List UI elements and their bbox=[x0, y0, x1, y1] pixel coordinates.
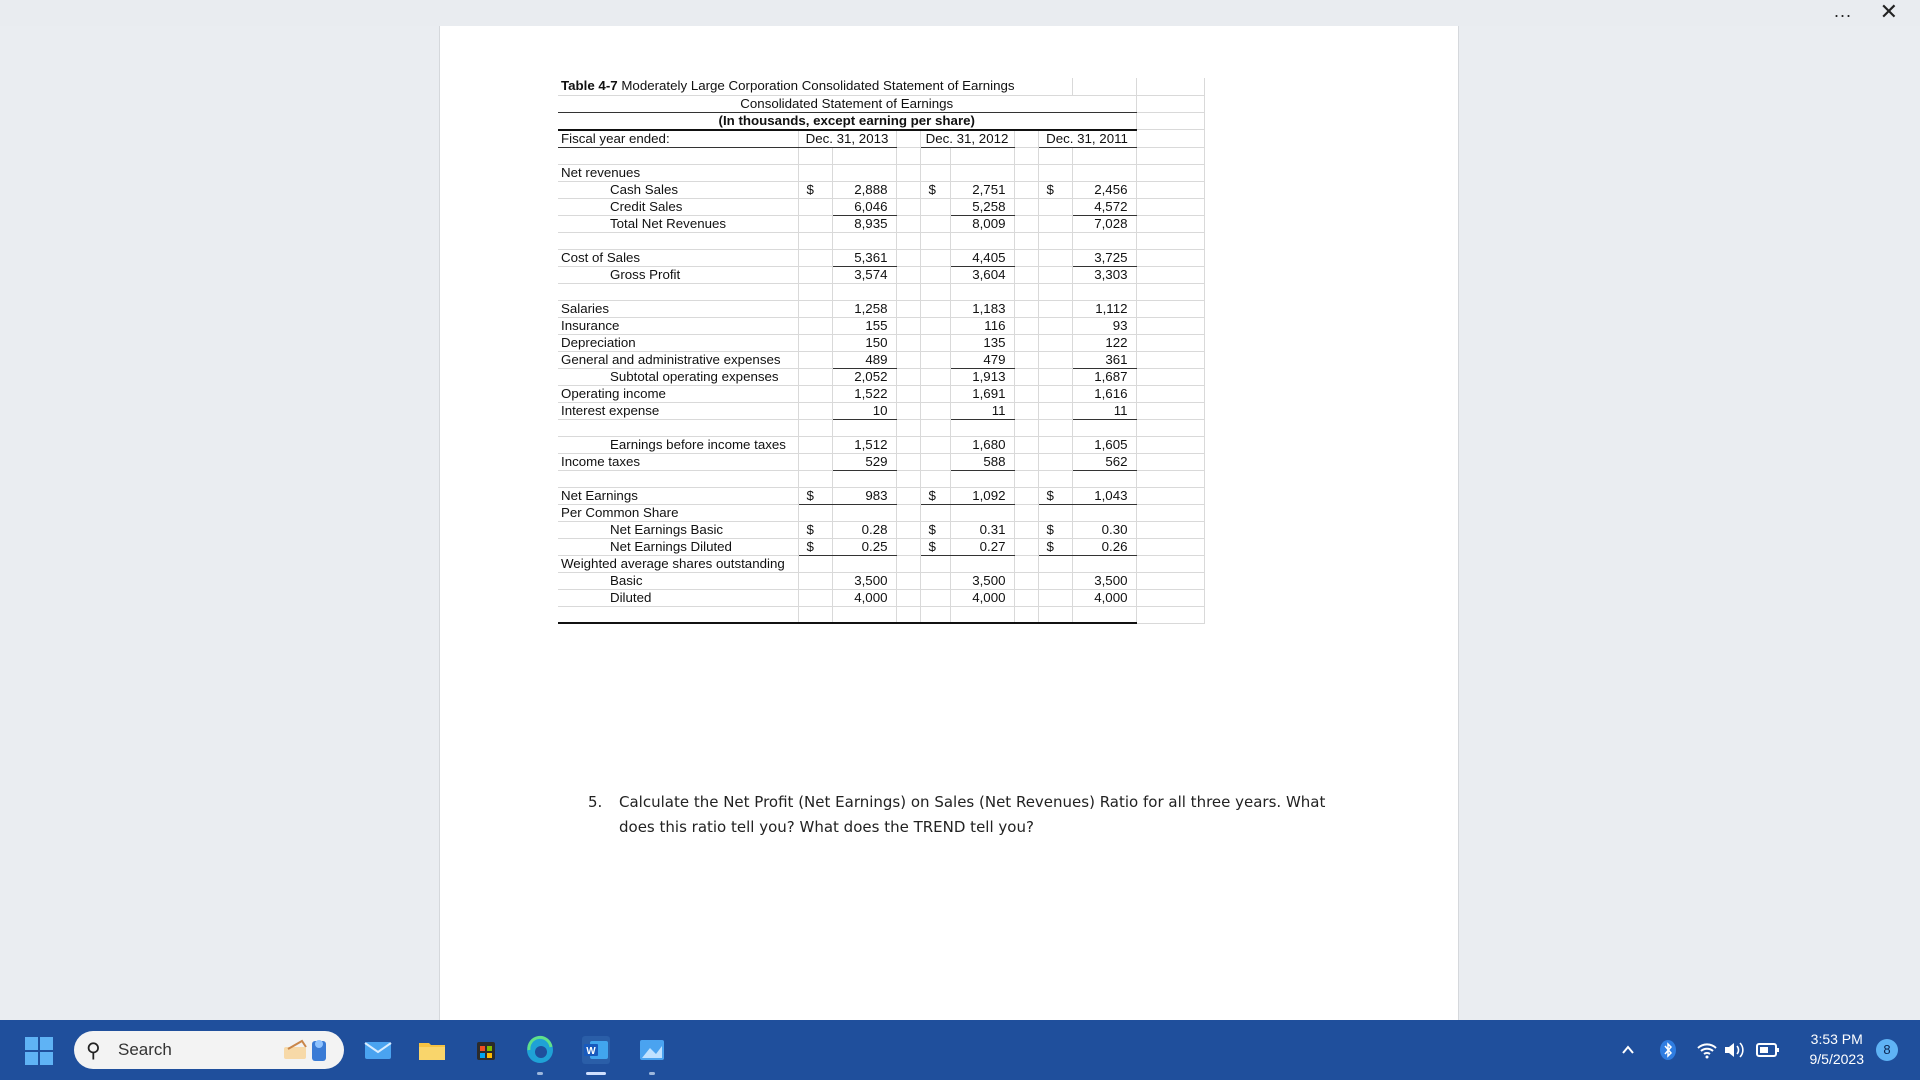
table-units: (In thousands, except earning per share) bbox=[558, 112, 1136, 130]
col-header-2013: Dec. 31, 2013 bbox=[798, 130, 896, 148]
cell-value: 2,456 bbox=[1072, 181, 1136, 198]
cell-value: 116 bbox=[950, 317, 1014, 334]
running-indicator bbox=[537, 1072, 543, 1075]
cell-value: 3,303 bbox=[1072, 266, 1136, 283]
subtitle-row bbox=[558, 95, 1204, 112]
cell-value: 2,751 bbox=[950, 181, 1014, 198]
table-row bbox=[558, 385, 1204, 402]
cell-value: 4,405 bbox=[950, 249, 1014, 266]
cell-value: 5,258 bbox=[950, 198, 1014, 215]
active-indicator bbox=[586, 1072, 606, 1075]
taskbar bbox=[0, 1020, 1920, 1080]
cell-value: 0.31 bbox=[950, 521, 1014, 538]
system-clock[interactable] bbox=[1810, 1029, 1865, 1069]
row-label: Insurance bbox=[558, 317, 798, 334]
word-icon[interactable] bbox=[580, 1034, 612, 1066]
cell-value: 3,500 bbox=[832, 572, 896, 589]
table-row: Cash Sales $ 2,888 $ 2,751 $ 2,456 bbox=[558, 181, 1204, 198]
row-label: Cash Sales bbox=[558, 181, 798, 198]
cell-value: 0.26 bbox=[1072, 538, 1136, 555]
table-title: Moderately Large Corporation Consolidated Statement of Earnings bbox=[617, 78, 1015, 94]
fiscal-year-label: Fiscal year ended: bbox=[558, 130, 798, 148]
cell-value: 1,522 bbox=[832, 385, 896, 402]
cell-value: 150 bbox=[832, 334, 896, 351]
mail-icon[interactable] bbox=[362, 1034, 394, 1066]
cell-value: 0.30 bbox=[1072, 521, 1136, 538]
table-row bbox=[558, 334, 1204, 351]
cell-value: 983 bbox=[832, 487, 896, 504]
wavg-label: Weighted average shares outstanding bbox=[558, 555, 798, 572]
row-label: Basic bbox=[558, 572, 798, 589]
statement-table-image bbox=[558, 78, 1205, 624]
table-row bbox=[558, 402, 1204, 419]
wifi-icon[interactable] bbox=[1696, 1040, 1718, 1060]
cell-value: 5,361 bbox=[832, 249, 896, 266]
file-explorer-icon[interactable] bbox=[416, 1034, 448, 1066]
question-5 bbox=[588, 790, 1348, 840]
edge-browser-icon[interactable] bbox=[524, 1034, 556, 1066]
cell-value: 3,604 bbox=[950, 266, 1014, 283]
table-title-bold: Table 4-7 bbox=[561, 78, 618, 94]
table-bottom-row bbox=[558, 606, 1204, 623]
row-label: Salaries bbox=[558, 300, 798, 317]
table-row bbox=[558, 453, 1204, 470]
cell-value: 1,092 bbox=[950, 487, 1014, 504]
table-row: Net Earnings Basic $ 0.28 $ 0.31 $ 0.30 bbox=[558, 521, 1204, 538]
table-row bbox=[558, 555, 1204, 572]
cell-value: 479 bbox=[950, 351, 1014, 368]
row-label: Gross Profit bbox=[558, 266, 798, 283]
cell-value: 4,000 bbox=[832, 589, 896, 606]
search-icon: ⚲ bbox=[86, 1040, 101, 1062]
per-share-label: Per Common Share bbox=[558, 504, 798, 521]
row-label: Earnings before income taxes bbox=[558, 436, 798, 453]
cell-value: 3,500 bbox=[950, 572, 1014, 589]
row-label: Income taxes bbox=[558, 453, 798, 470]
volume-icon[interactable] bbox=[1722, 1040, 1744, 1060]
cell-value: 6,046 bbox=[832, 198, 896, 215]
question-number: 5. bbox=[588, 793, 603, 811]
cell-value: 0.25 bbox=[832, 538, 896, 555]
table-row bbox=[558, 266, 1204, 283]
cell-value: 3,500 bbox=[1072, 572, 1136, 589]
notification-badge[interactable]: 8 bbox=[1876, 1039, 1898, 1061]
cell-value: 8,009 bbox=[950, 215, 1014, 232]
svg-text:W: W bbox=[586, 1046, 596, 1057]
cell-value: 4,572 bbox=[1072, 198, 1136, 215]
question-text: Calculate the Net Profit (Net Earnings) on Sales (Net Revenues) Ratio for all three years. What does this ratio tell you? What does the TREND tell you? bbox=[619, 793, 1326, 836]
close-button[interactable]: ✕ bbox=[1879, 0, 1898, 24]
cell-value: 2,888 bbox=[832, 181, 896, 198]
cell-value: 1,258 bbox=[832, 300, 896, 317]
cell-value: 11 bbox=[1072, 402, 1136, 419]
cell-value: 1,616 bbox=[1072, 385, 1136, 402]
cell-value: 0.27 bbox=[950, 538, 1014, 555]
cell-value: 93 bbox=[1072, 317, 1136, 334]
table-row bbox=[558, 198, 1204, 215]
bluetooth-icon[interactable] bbox=[1658, 1039, 1678, 1061]
units-row bbox=[558, 112, 1204, 130]
table-row bbox=[558, 215, 1204, 232]
windows-start-icon[interactable] bbox=[25, 1037, 53, 1065]
row-label: Net Earnings Diluted bbox=[558, 538, 798, 555]
cell-value: 7,028 bbox=[1072, 215, 1136, 232]
cell-value: 1,605 bbox=[1072, 436, 1136, 453]
col-header-2011: Dec. 31, 2011 bbox=[1038, 130, 1136, 148]
cell-value: 4,000 bbox=[1072, 589, 1136, 606]
col-header-2012: Dec. 31, 2012 bbox=[920, 130, 1014, 148]
chevron-up-icon[interactable] bbox=[1620, 1042, 1636, 1058]
more-options-button[interactable]: ... bbox=[1833, 1, 1852, 21]
table-row: Net Earnings $ 983 $ 1,092 $ 1,043 bbox=[558, 487, 1204, 504]
net-revenues-label: Net revenues bbox=[558, 164, 798, 181]
row-label: Cost of Sales bbox=[558, 249, 798, 266]
viewer-toolbar bbox=[0, 0, 1920, 26]
cell-value: 529 bbox=[832, 453, 896, 470]
search-highlight-art-icon bbox=[278, 1035, 338, 1065]
table-row bbox=[558, 589, 1204, 606]
row-label: Operating income bbox=[558, 385, 798, 402]
title-row bbox=[558, 78, 1204, 95]
taskbar-search-box[interactable] bbox=[74, 1031, 344, 1069]
running-indicator bbox=[649, 1072, 655, 1075]
row-label: Credit Sales bbox=[558, 198, 798, 215]
row-label: Net Earnings bbox=[558, 487, 798, 504]
table-row bbox=[558, 317, 1204, 334]
table-row bbox=[558, 300, 1204, 317]
cell-value: 1,680 bbox=[950, 436, 1014, 453]
row-label: Net Earnings Basic bbox=[558, 521, 798, 538]
header-row bbox=[558, 130, 1204, 148]
table-row: Net Earnings Diluted $ 0.25 $ 0.27 $ 0.26 bbox=[558, 538, 1204, 555]
table-row bbox=[558, 249, 1204, 266]
store-icon[interactable] bbox=[470, 1034, 502, 1066]
clock-time: 3:53 PM bbox=[1810, 1031, 1863, 1047]
cell-value: 10 bbox=[832, 402, 896, 419]
cell-value: 1,691 bbox=[950, 385, 1014, 402]
cell-value: 588 bbox=[950, 453, 1014, 470]
row-label: Depreciation bbox=[558, 334, 798, 351]
row-label: Total Net Revenues bbox=[558, 215, 798, 232]
cell-value: 155 bbox=[832, 317, 896, 334]
row-label: Subtotal operating expenses bbox=[558, 368, 798, 385]
cell-value: 8,935 bbox=[832, 215, 896, 232]
row-label: Interest expense bbox=[558, 402, 798, 419]
clock-date: 9/5/2023 bbox=[1809, 1051, 1864, 1067]
photos-icon[interactable] bbox=[636, 1034, 668, 1066]
cell-value: 4,000 bbox=[950, 589, 1014, 606]
table-row bbox=[558, 504, 1204, 521]
row-label: General and administrative expenses bbox=[558, 351, 798, 368]
cell-value: 1,043 bbox=[1072, 487, 1136, 504]
cell-value: 1,913 bbox=[950, 368, 1014, 385]
table-row bbox=[558, 436, 1204, 453]
cell-value: 1,512 bbox=[832, 436, 896, 453]
battery-icon[interactable] bbox=[1756, 1041, 1780, 1059]
table-subtitle: Consolidated Statement of Earnings bbox=[558, 95, 1136, 112]
table-row bbox=[558, 164, 1204, 181]
cell-value: 1,183 bbox=[950, 300, 1014, 317]
cell-value: 122 bbox=[1072, 334, 1136, 351]
cell-value: 135 bbox=[950, 334, 1014, 351]
cell-value: 0.28 bbox=[832, 521, 896, 538]
row-label: Diluted bbox=[558, 589, 798, 606]
cell-value: 361 bbox=[1072, 351, 1136, 368]
cell-value: 2,052 bbox=[832, 368, 896, 385]
table-row bbox=[558, 368, 1204, 385]
cell-value: 3,725 bbox=[1072, 249, 1136, 266]
cell-value: 562 bbox=[1072, 453, 1136, 470]
earnings-statement-table bbox=[558, 78, 1205, 624]
cell-value: 489 bbox=[832, 351, 896, 368]
table-row bbox=[558, 572, 1204, 589]
cell-value: 11 bbox=[950, 402, 1014, 419]
cell-value: 3,574 bbox=[832, 266, 896, 283]
table-row bbox=[558, 351, 1204, 368]
search-placeholder: Search bbox=[118, 1040, 172, 1059]
cell-value: 1,687 bbox=[1072, 368, 1136, 385]
cell-value: 1,112 bbox=[1072, 300, 1136, 317]
